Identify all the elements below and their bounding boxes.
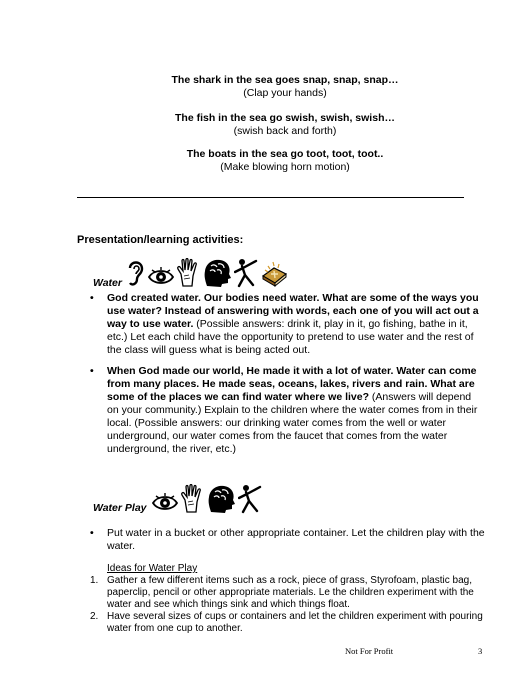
poem-line: The shark in the sea goes snap, snap, snap… bbox=[171, 74, 399, 86]
poem-action: (Clap your hands) bbox=[243, 87, 327, 99]
bullet-text: Put water in a bucket or other appropriate container. Let the children play with the water. bbox=[107, 527, 485, 552]
water-play-section-title: Water Play bbox=[93, 502, 147, 514]
idea-number: 1. bbox=[90, 575, 99, 586]
hand-icon bbox=[176, 258, 200, 288]
head-brain-icon bbox=[202, 258, 232, 288]
water-learning-icons bbox=[126, 258, 288, 288]
eye-icon bbox=[148, 266, 174, 288]
head-brain-icon bbox=[206, 484, 236, 514]
bullet-answer: (Possible answers: drink it, play in it, go fishing, bathe in it, etc.) Let each child have the opportunity to pretend to use water and the rest of the class will guess what is being acted out. bbox=[107, 318, 474, 356]
bullet-question: God created water. Our bodies need water. What are some of the ways you use water? Instead of answering with words, each one of you will act out a way to use water. bbox=[107, 292, 479, 330]
ear-icon bbox=[126, 258, 146, 288]
water-play-learning-icons bbox=[152, 484, 262, 514]
poem-verse-2 bbox=[90, 112, 480, 138]
poem-line: The boats in the sea go toot, toot, toot.. bbox=[186, 148, 384, 160]
poem-action: (swish back and forth) bbox=[233, 125, 337, 137]
movement-figure-icon bbox=[234, 258, 258, 288]
bullet-marker: • bbox=[90, 527, 94, 539]
eye-icon bbox=[152, 492, 178, 514]
poem-line: The fish in the sea go swish, swish, swish… bbox=[175, 112, 395, 124]
poem-action: (Make blowing horn motion) bbox=[220, 161, 350, 173]
movement-figure-icon bbox=[238, 484, 262, 514]
water-section-title: Water bbox=[93, 277, 122, 289]
bullet-marker: • bbox=[90, 365, 94, 377]
idea-text: Have several sizes of cups or containers and let the children experiment with pouring water from one cup to another. bbox=[107, 611, 483, 634]
bullet-question: When God made our world, He made it with a lot of water. Water can come from many places. He made seas, oceans, lakes, rivers and rain. What are some of the places we can find water where we live? bbox=[107, 365, 477, 403]
presentation-heading: Presentation/learning activities: bbox=[77, 234, 244, 246]
bullet-marker: • bbox=[90, 292, 94, 304]
bible-icon bbox=[260, 260, 288, 288]
bullet-answer: (Answers will depend on your community.) Explain to the children where the water comes from in their local. (Possible answers: our drinking water comes from the well or water underground, our water comes from the faucet that comes from the water underground, the river, etc.) bbox=[107, 391, 478, 455]
poem-verse-3 bbox=[90, 148, 480, 174]
page-number: 3 bbox=[478, 646, 483, 656]
footer-label: Not For Profit bbox=[345, 646, 394, 656]
ideas-title: Ideas for Water Play bbox=[107, 563, 198, 574]
hand-icon bbox=[180, 484, 204, 514]
poem-verse-1 bbox=[90, 74, 480, 100]
idea-text: Gather a few different items such as a rock, piece of grass, Styrofoam, plastic bag, paperclip, pencil or other appropriate materials. Le the children experiment with the water and see which things sink and which things float. bbox=[107, 575, 474, 610]
horizontal-divider bbox=[77, 197, 464, 198]
idea-number: 2. bbox=[90, 611, 99, 622]
